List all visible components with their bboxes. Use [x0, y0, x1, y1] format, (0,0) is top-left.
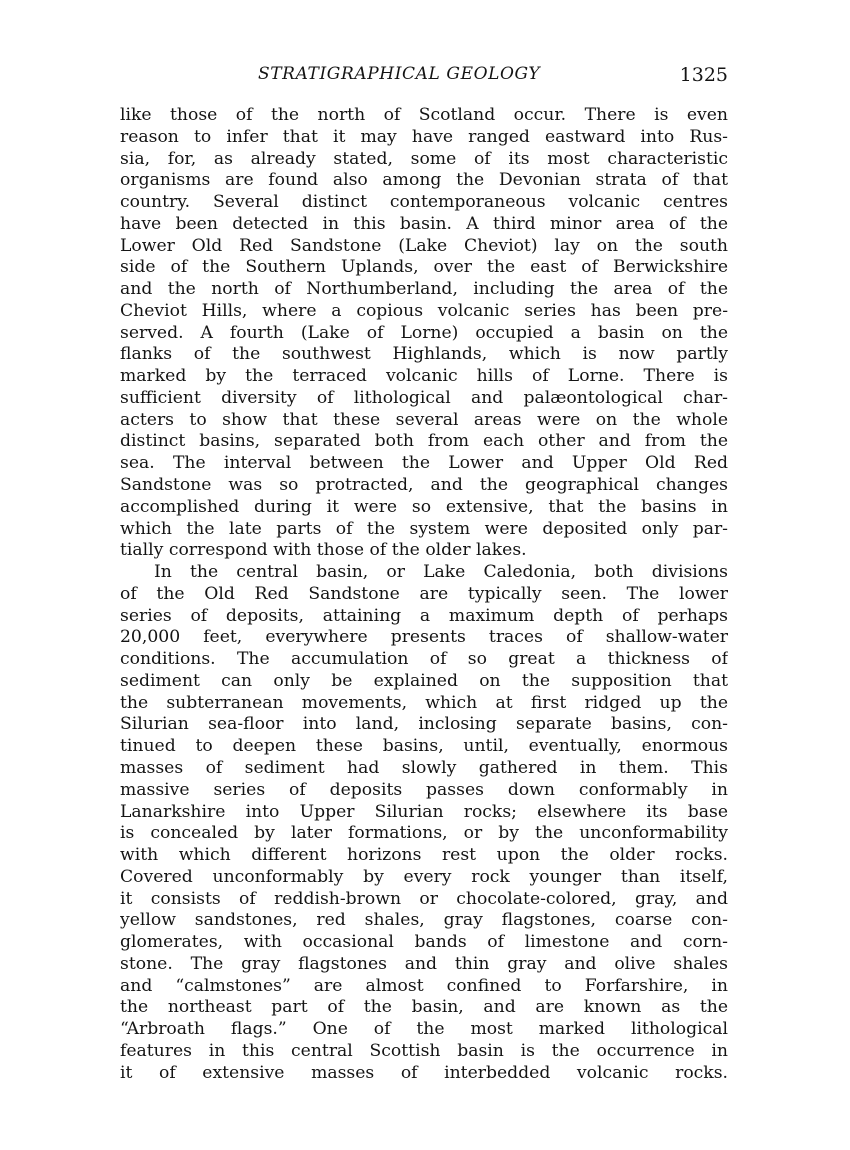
text-line: Lower Old Red Sandstone (Lake Cheviot) lay on the south: [120, 235, 728, 256]
text-line: it of extensive masses of interbedded volcanic rocks.: [120, 1062, 728, 1083]
text-line: sufficient diversity of lithological and palæontological char-: [120, 387, 728, 408]
text-line: “Arbroath flags.” One of the most marked lithological: [120, 1019, 728, 1040]
text-line: with which different horizons rest upon the older rocks.: [120, 845, 728, 866]
running-head: [120, 64, 728, 88]
text-line: flanks of the southwest Highlands, which is now partly: [120, 344, 728, 365]
text-line: of the Old Red Sandstone are typically seen. The lower: [120, 583, 728, 604]
running-title: STRATIGRAPHICAL GEOLOGY: [258, 64, 541, 84]
text-line: 20,000 feet, everywhere presents traces of shallow-water: [120, 627, 728, 648]
text-line: and the north of Northumberland, including the area of the: [120, 279, 728, 300]
text-line: served. A fourth (Lake of Lorne) occupied a basin on the: [120, 322, 728, 343]
text-line: Sandstone was so protracted, and the geographical changes: [120, 475, 728, 496]
text-line: the subterranean movements, which at first ridged up the: [120, 692, 728, 713]
body-text: [120, 105, 728, 1084]
text-line: the northeast part of the basin, and are known as the: [120, 997, 728, 1018]
text-line: like those of the north of Scotland occur. There is even: [120, 105, 728, 125]
text-line: features in this central Scottish basin is the occurrence in: [120, 1040, 728, 1061]
text-line: sia, for, as already stated, some of its most characteristic: [120, 148, 728, 169]
text-line: Lanarkshire into Upper Silurian rocks; elsewhere its base: [120, 801, 728, 822]
text-line: accomplished during it were so extensive, that the basins in: [120, 496, 728, 517]
text-line: have been detected in this basin. A third minor area of the: [120, 213, 728, 234]
text-line: organisms are found also among the Devonian strata of that: [120, 170, 728, 191]
text-line: and “calmstones” are almost confined to Forfarshire, in: [120, 975, 728, 996]
text-line: glomerates, with occasional bands of limestone and corn-: [120, 932, 728, 953]
text-line: tinued to deepen these basins, until, eventually, enormous: [120, 736, 728, 757]
paragraph-last-line: tially correspond with those of the older lakes.: [120, 540, 527, 561]
text-line: conditions. The accumulation of so great a thickness of: [120, 649, 728, 670]
text-line: side of the Southern Uplands, over the east of Berwickshire: [120, 257, 728, 278]
text-line: which the late parts of the system were deposited only par-: [120, 518, 728, 539]
text-line: massive series of deposits passes down conformably in: [120, 779, 728, 800]
text-line: sediment can only be explained on the supposition that: [120, 670, 728, 691]
text-line: it consists of reddish-brown or chocolate-colored, gray, and: [120, 888, 728, 909]
text-line: Silurian sea-floor into land, inclosing separate basins, con-: [120, 714, 728, 735]
text-line: country. Several distinct contemporaneous volcanic centres: [120, 192, 728, 213]
page-number: 1325: [679, 64, 728, 86]
text-line: sea. The interval between the Lower and Upper Old Red: [120, 453, 728, 474]
text-line: Covered unconformably by every rock younger than itself,: [120, 866, 728, 887]
text-line: reason to infer that it may have ranged eastward into Rus-: [120, 126, 728, 147]
text-line: yellow sandstones, red shales, gray flagstones, coarse con-: [120, 910, 728, 931]
text-line: marked by the terraced volcanic hills of Lorne. There is: [120, 366, 728, 387]
text-line: masses of sediment had slowly gathered in them. This: [120, 757, 728, 778]
text-line: series of deposits, attaining a maximum depth of perhaps: [120, 605, 728, 626]
text-line: distinct basins, separated both from each other and from the: [120, 431, 728, 452]
text-line: is concealed by later formations, or by the unconformability: [120, 823, 728, 844]
text-line: Cheviot Hills, where a copious volcanic series has been pre-: [120, 300, 728, 321]
paragraph-first-line: In the central basin, or Lake Caledonia, both divisions: [154, 562, 728, 583]
text-line: stone. The gray flagstones and thin gray and olive shales: [120, 953, 728, 974]
text-line: acters to show that these several areas were on the whole: [120, 409, 728, 430]
